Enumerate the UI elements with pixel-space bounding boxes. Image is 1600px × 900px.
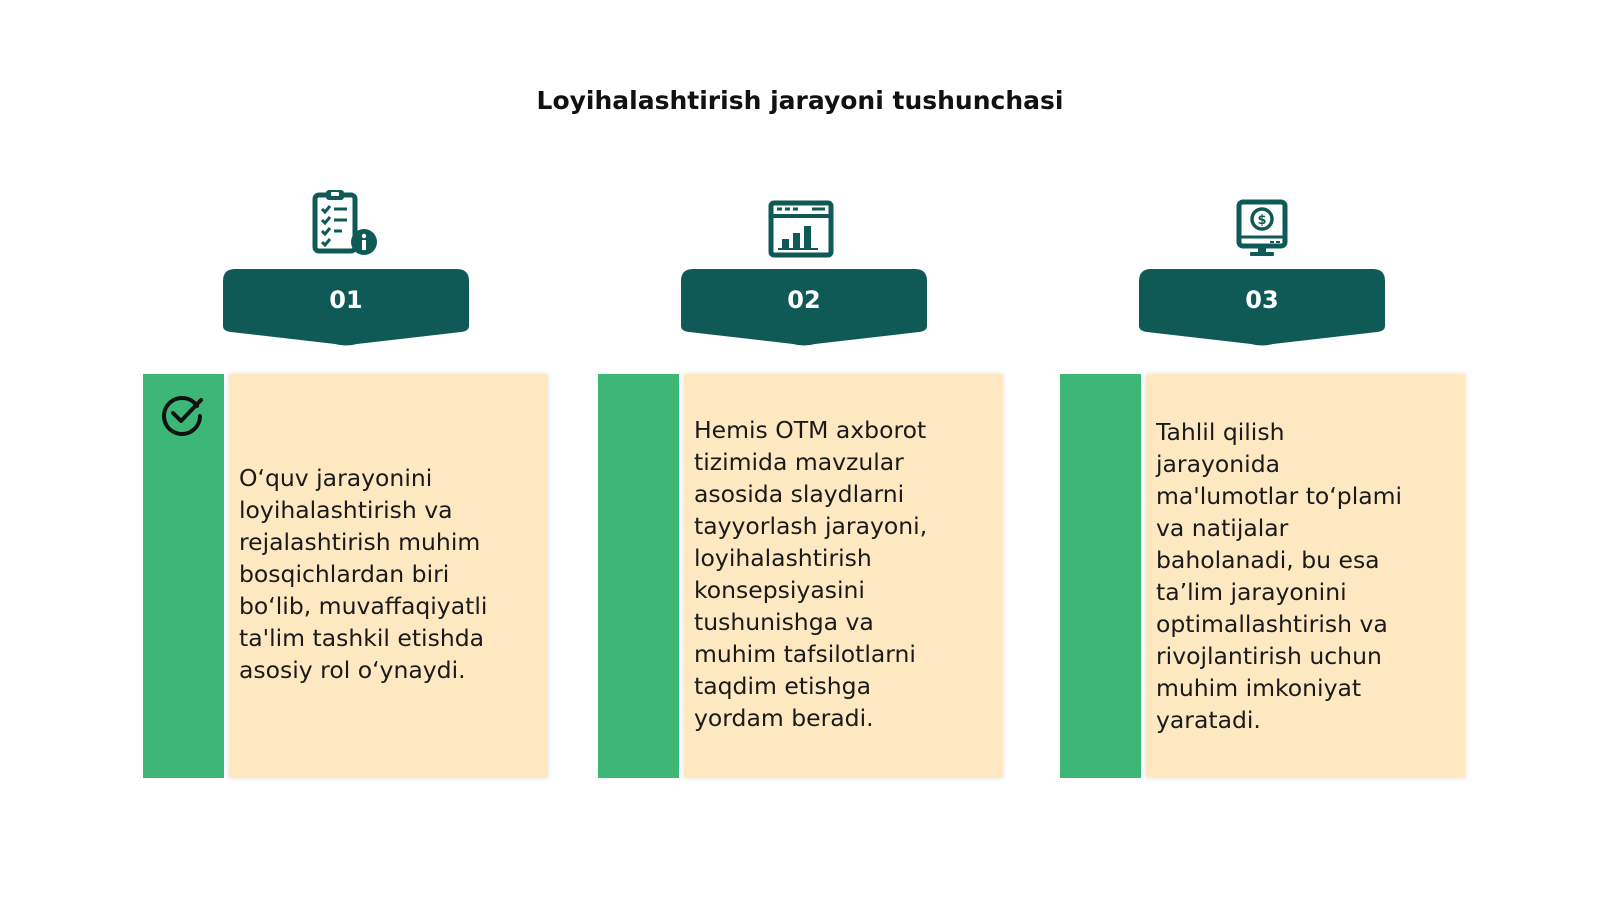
step-card-3 xyxy=(1060,374,1465,778)
card-body xyxy=(1146,374,1465,778)
card-text: Tahlil qilish jarayonida ma'lumotlar to‘plami va natijalar baholanadi, bu esa ta’lim jarayonini optimallashtirish va rivojlantirish uchun muhim imkoniyat yaratadi. xyxy=(1156,418,1403,734)
card-stripe xyxy=(598,374,679,778)
browser-bar-chart-icon xyxy=(768,200,834,258)
step-badge-3 xyxy=(1139,269,1385,347)
step-card-2 xyxy=(598,374,1003,778)
card-stripe xyxy=(1060,374,1141,778)
page-title: Loyihalashtirish jarayoni tushunchasi xyxy=(536,86,1064,115)
card-body xyxy=(229,374,548,778)
step-badge-2 xyxy=(681,269,927,347)
step-number: 02 xyxy=(787,286,821,314)
clipboard-checklist-info-icon xyxy=(312,189,378,257)
step-badge-1 xyxy=(223,269,469,347)
svg-text:$: $ xyxy=(1257,213,1267,228)
card-stripe xyxy=(143,374,224,778)
monitor-dollar-icon xyxy=(1236,199,1288,259)
step-number: 01 xyxy=(329,286,363,314)
card-body xyxy=(684,374,1003,778)
card-text: O‘quv jarayonini loyihalashtirish va rejalashtirish muhim bosqichlardan biri bo‘lib, muvaffaqiyatli ta'lim tashkil etishda asosiy rol o‘ynaydi. xyxy=(239,464,488,684)
card-text: Hemis OTM axborot tizimida mavzular asosida slaydlarni tayyorlash jarayoni, loyihalashtirish konsepsiyasini tushunishga va muhim tafsilotlarni taqdim etishga yordam beradi. xyxy=(694,416,928,732)
step-number: 03 xyxy=(1245,286,1279,314)
check-circle-icon xyxy=(161,392,205,436)
step-card-1 xyxy=(143,374,548,778)
